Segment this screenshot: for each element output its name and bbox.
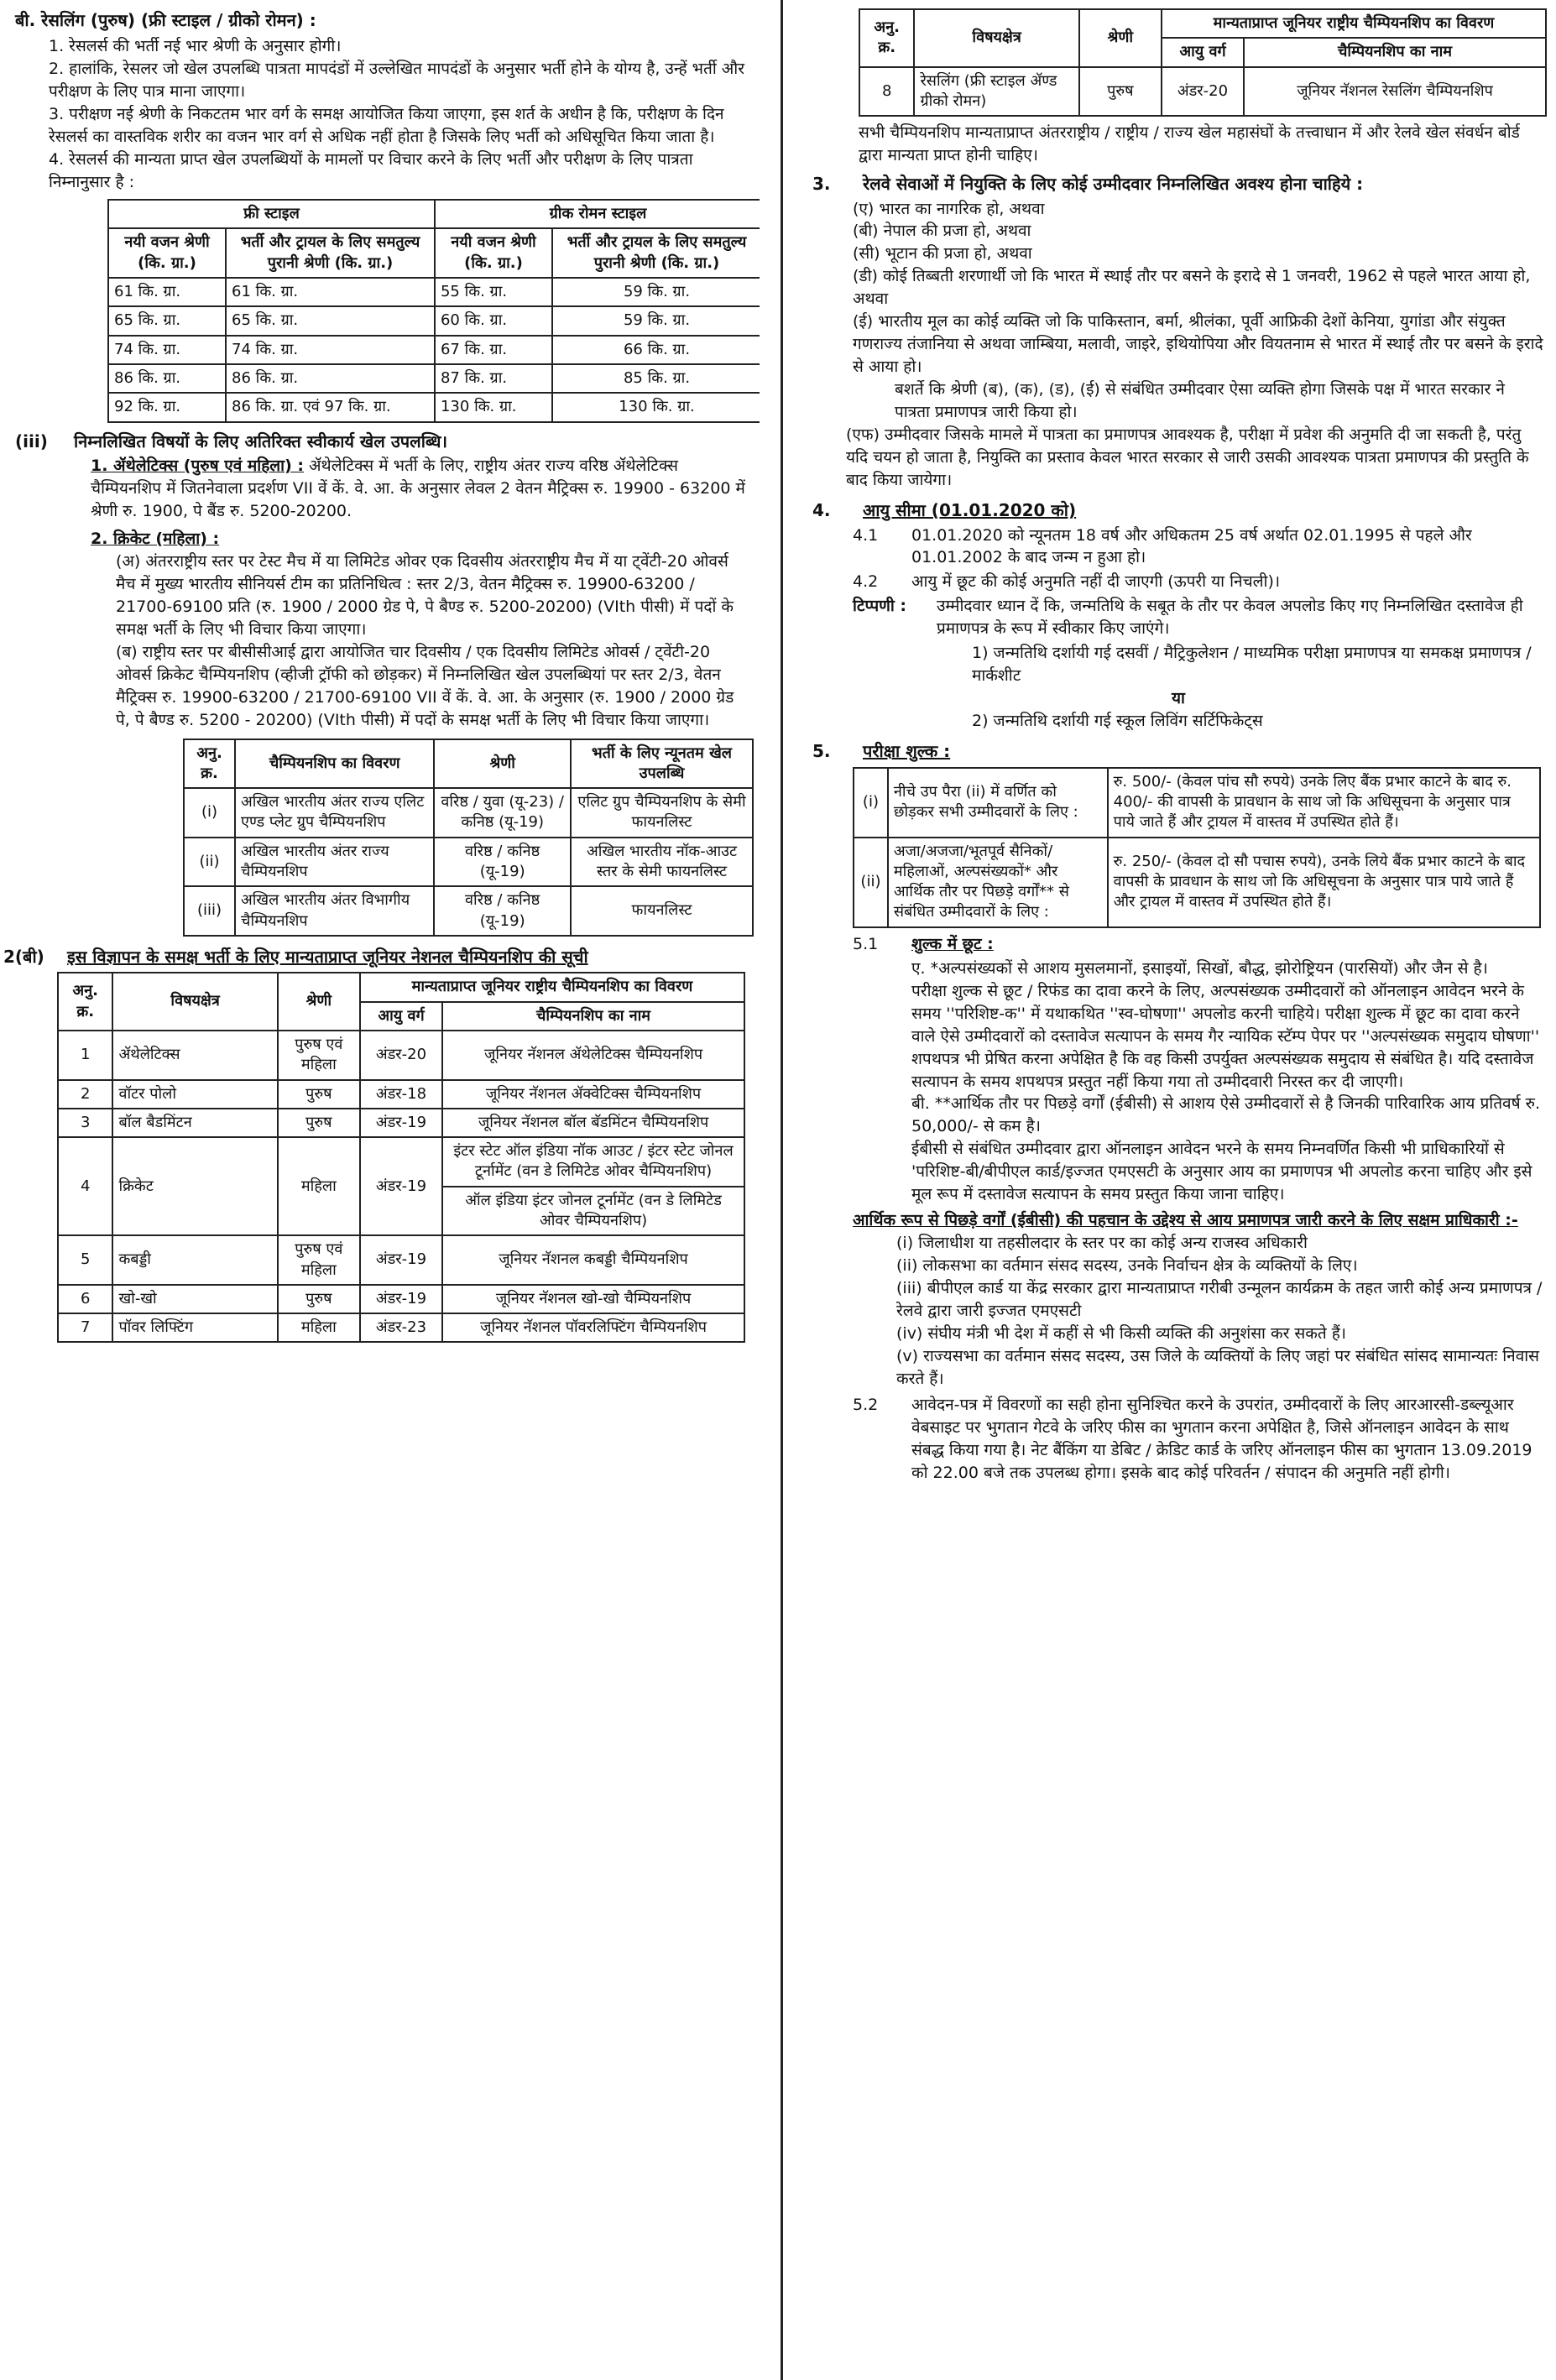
table-cell: रु. 500/- (केवल पांच सौ रुपये) उनके लिए बैंक प्रभार काटने के बाद रु. 400/- की वापसी के प्रावधान के साथ जो कि अधिसूचना के अनुसार पात्र पाये जाते हैं और ट्रायल में वास्तव में उपस्थित होते हैं। (1108, 768, 1540, 838)
table-cell: 130 कि. ग्रा. (435, 393, 552, 421)
table-row (58, 1080, 744, 1109)
table-cell: (iii) (184, 886, 235, 936)
table-cell: नीचे उप पैरा (ii) में वर्णित को छोड़कर सभी उम्मीदवारों के लिए : (888, 768, 1108, 838)
item-number: 4.2 (853, 572, 879, 592)
table-cell: अखिल भारतीय अंतर राज्य चैम्पियनशिप (235, 838, 434, 887)
section-heading: परीक्षा शुल्क : (863, 741, 951, 762)
note-item: 2) जन्मतिथि दर्शायी गई स्कूल लिविंग सर्टिफिकेट्स (972, 712, 1263, 731)
table-cell: अखिल भारतीय अंतर विभागीय चैम्पियनशिप (235, 886, 434, 936)
table-cell: 60 कि. ग्रा. (435, 306, 552, 335)
table-cell: अखिल भारतीय नॉक-आउट स्तर के सेमी फायनलिस्ट (571, 838, 753, 887)
table-header: चैम्पियनशिप का नाम (442, 1002, 744, 1031)
table-row (108, 336, 760, 364)
table-cell: 59 कि. ग्रा. (552, 278, 760, 306)
table-cell: 87 कि. ग्रा. (435, 364, 552, 393)
column-divider (781, 0, 783, 2380)
table-header: अनु. क्र. (58, 973, 112, 1031)
list-item: (ii) लोकसभा का वर्तमान संसद सदस्य, उनके निर्वाचन क्षेत्र के व्यक्तियों के लिए। (896, 1256, 1358, 1276)
note-text: उम्मीदवार ध्यान दें कि, जन्मतिथि के सबूत के तौर पर केवल अपलोड किए गए निम्नलिखित दस्तावेज ही प्रमाणपत्र के रूप में स्वीकार किए जाएंगे। (937, 597, 1523, 639)
right-column (806, 0, 1556, 2380)
table-cell: जूनियर नॅशनल रेसलिंग चैम्पियनशिप (1244, 67, 1546, 117)
list-item: (सी) भूटान की प्रजा हो, अथवा (853, 244, 1032, 264)
table-row (58, 1285, 744, 1313)
table-row (854, 838, 1540, 927)
table-cell: अंडर-20 (1162, 67, 1244, 117)
table-cell: पॉवर लिफ्टिंग (112, 1313, 277, 1342)
section-5-2 (812, 1394, 1544, 1485)
table-cell: पुरुष एवं महिला (278, 1235, 360, 1285)
table-cell: (i) (854, 768, 888, 838)
cricket-table (183, 739, 754, 937)
section-number: (iii) (15, 431, 48, 451)
age-limit-4-2 (812, 571, 1544, 593)
table-cell: 1 (58, 1031, 112, 1080)
table-cell: 74 कि. ग्रा. (108, 336, 226, 364)
section-4 (812, 498, 1544, 522)
table-cell: 55 कि. ग्रा. (435, 278, 552, 306)
note-block (812, 595, 1544, 640)
table-cell: वॉटर पोलो (112, 1080, 277, 1109)
table-cell: अंडर-19 (360, 1285, 442, 1313)
table-cell: जूनियर नॅशनल ॲक्वेटिक्स चैम्पियनशिप (442, 1080, 744, 1109)
table-cell: 61 कि. ग्रा. (108, 278, 226, 306)
item-text: आवेदन-पत्र में विवरणों का सही होना सुनिश्चित करने के उपरांत, उम्मीदवारों के लिए आरआरसी-डब्ल्यूआर वेबसाइट पर भुगतान गेटवे के जरिए फीस का भुगतान करना अपेक्षित है, जिसे ऑनलाइन आवेदन के साथ संबद्ध किया गया है। नेट बैंकिंग या डेबिट / क्रेडिट कार्ड के जरिए ऑनलाइन फीस का भुगतान 13.09.2019 को 22.00 बजे तक उपलब्ध होगा। इसके बाद कोई परिवर्तन / संपादन की अनुमति नहीं होगी। (911, 1396, 1533, 1482)
athletics-text: ॲथेलेटिक्स में भर्ती के लिए, राष्ट्रीय अंतर राज्य वरिष्ठ ॲथेलेटिक्स चैम्पियनशिप में जितनेवाला प्रदर्शण VII वें कें. वे. आ. के अनुसार लेवल 2 वेतन मैट्रिक्स रु. 19900 - 63200 में श्रेणी रु. 1900, पे बैंड रु. 5200-20200. (91, 456, 745, 520)
ebc-heading: आर्थिक रूप से पिछड़े वर्गों (ईबीसी) की पहचान के उद्देश्य से आय प्रमाणपत्र जारी करने के लिए सक्षम प्राधिकारी :- (853, 1211, 1518, 1230)
cricket-clause-b: (ब) राष्ट्रीय स्तर पर बीसीसीआई द्वारा आयोजित चार दिवसीय / एक दिवसीय लिमिटेड ओवर्स / ट्वेंटी-20 ओवर्स क्रिकेट चैम्पियनशिप (व्हीजी ट्रॉफी को छोड़कर) में निम्नलिखित खेल उपलब्धियां पर स्तर 2/3, वेतन मैट्रिक्स रु. 19900-63200 / 21700-69100 VII वें कें. वे. आ. के अनुसार (रु. 1900 / 2000 ग्रेड पे, पे बैण्ड रु. 5200 - 20200) (VIth पीसी) में पदों के समक्ष भर्ती के लिए भी विचार किया जाएगा। (116, 642, 734, 729)
table-row (58, 1313, 744, 1342)
table-cell: जूनियर नॅशनल ॲथेलेटिक्स चैम्पियनशिप (442, 1031, 744, 1080)
table-cell: जूनियर नॅशनल खो-खो चैम्पियनशिप (442, 1285, 744, 1313)
freestyle-header: फ्री स्टाइल (108, 200, 435, 228)
table-cell: पुरुष (1079, 67, 1162, 117)
ebc-authority-list (812, 1232, 1544, 1391)
wrestling-heading: बी. रेसलिंग (पुरुष) (फ्री स्टाइल / ग्रीको रोमन) : (15, 10, 316, 30)
table-cell: ॲथेलेटिक्स (112, 1031, 277, 1080)
section-number: 5. (812, 741, 831, 762)
table-cell: 86 कि. ग्रा. (226, 364, 435, 393)
table-header: नयी वजन श्रेणी (कि. ग्रा.) (435, 228, 552, 278)
exemption-para: परीक्षा शुल्क से छूट / रिफंड का दावा करने के लिए, अल्पसंख्यक उम्मीदवारों को ऑनलाइन आवेदन भरने के समय ''परिशिष्ट-क'' में यथाकथित ''स्व-घोषणा'' अपलोड करनी चाहिये। परीक्षा शुल्क में छूट का दावा करने वाले ऐसे उम्मीदवारों को दस्तावेज सत्यापन के समय गैर न्यायिक स्टॅम्प पेपर पर ''अल्पसंख्यक समुदाय घोषणा'' शपथपत्र भी प्रेषित करना अपेक्षित है कि वह किसी उपर्युक्त अल्पसंख्यक समुदाय से संबंधित है। यदि दस्तावेज सत्यापन के समय शपथपत्र प्रस्तुत नहीं किया गया तो उम्मीदवारी निरस्त कर दी जाएगी। (911, 981, 1540, 1091)
table-cell: जूनियर नॅशनल कबड्डी चैम्पियनशिप (442, 1235, 744, 1285)
table-cell: 86 कि. ग्रा. (108, 364, 226, 393)
table-cell: वरिष्ठ / युवा (यू-23) / कनिष्ठ (यू-19) (434, 788, 571, 838)
table-cell: 5 (58, 1235, 112, 1285)
table-header: श्रेणी (434, 739, 571, 789)
table-row (108, 364, 760, 393)
table-header: नयी वजन श्रेणी (कि. ग्रा.) (108, 228, 226, 278)
section-3 (812, 172, 1544, 196)
greco-roman-header: ग्रीक रोमन स्टाइल (435, 200, 760, 228)
table-cell: पुरुष (278, 1109, 360, 1137)
table-cell: खो-खो (112, 1285, 277, 1313)
table-cell: एलिट ग्रुप चैम्पियनशिप के सेमी फायनलिस्ट (571, 788, 753, 838)
table-cell: महिला (278, 1137, 360, 1235)
list-item: (बी) नेपाल की प्रजा हो, अथवा (853, 222, 1031, 241)
table-cell: महिला (278, 1313, 360, 1342)
table-cell: अंडर-19 (360, 1235, 442, 1285)
wrestling-point: 4. रेसलर्स की मान्यता प्राप्त खेल उपलब्धियों के मामलों पर विचार करने के लिए भर्ती और परीक्षण के लिए पात्रता निम्नानुसार है : (49, 150, 693, 192)
table-cell: अंडर-20 (360, 1031, 442, 1080)
junior-championship-table-continued (859, 8, 1547, 117)
table-cell: अंडर-23 (360, 1313, 442, 1342)
exemption-para: बी. **आर्थिक तौर पर पिछड़े वर्गों (ईबीसी) से आशय ऐसे उम्मीदवारों से है जिनकी पारिवारिक आय प्रतिवर्ष रु. 50,000/- से कम है। (911, 1094, 1541, 1136)
wrestling-point: 1. रेसलर्स की भर्ती नई भार श्रेणी के अनुसार होगी। (49, 37, 342, 56)
table-cell: कबड्डी (112, 1235, 277, 1285)
table-cell: 74 कि. ग्रा. (226, 336, 435, 364)
section-5-1 (812, 933, 1544, 956)
section-5 (812, 739, 1544, 763)
table-cell: पुरुष (278, 1080, 360, 1109)
list-item: बशर्ते कि श्रेणी (ब), (क), (ड), (ई) से संबंधित उम्मीदवार ऐसा व्यक्ति होगा जिसके पक्ष में भारत सरकार ने पात्रता प्रमाणपत्र जारी किया हो। (895, 380, 1505, 422)
section-heading: निम्नलिखित विषयों के लिए अतिरिक्त स्वीकार्य खेल उपलब्धि। (74, 431, 448, 451)
table-cell: 66 कि. ग्रा. (552, 336, 760, 364)
table-cell: 85 कि. ग्रा. (552, 364, 760, 393)
table-row (108, 393, 760, 421)
table-cell: इंटर स्टेट ऑल इंडिया नॉक आउट / इंटर स्टेट जोनल टूर्नामेंट (वन डे लिमिटेड ओवर चैम्पियनशिप) (442, 1137, 744, 1187)
table-header: श्रेणी (1079, 9, 1162, 67)
eligibility-list (812, 198, 1544, 493)
table-cell: (ii) (854, 838, 888, 927)
exemption-para: ईबीसी से संबंधित उम्मीदवार द्वारा ऑनलाइन आवेदन भरने के समय निम्नवर्णित किसी भी प्राधिकारियों से 'परिशिष्ट-बी/बीपीएल कार्ड/इज्जत एमएसटी के अनुसार आय का प्रमाणपत्र भी अपलोड करना चाहिए और इसे मूल रूप में दस्तावेज सत्यापन के समय प्रस्तुत किया जाना चाहिए। (911, 1140, 1533, 1204)
wrestling-point: 2. हालांकि, रेसलर जो खेल उपलब्धि पात्रता मापदंडों में उल्लेखित मापदंडों के अनुसार भर्ती होने के योग्य है, उन्हें भर्ती और परीक्षण के लिए पात्र माना जाएगा। (49, 60, 744, 102)
table-cell: 59 कि. ग्रा. (552, 306, 760, 335)
table-cell: पुरुष एवं महिला (278, 1031, 360, 1080)
section-number: 4. (812, 500, 831, 521)
table-header: चैम्पियनशिप का नाम (1244, 38, 1546, 66)
note-or: या (1172, 689, 1185, 708)
section-number: 2(बी) (3, 946, 44, 967)
table-header: विषयक्षेत्र (112, 973, 277, 1031)
section-2b (3, 945, 748, 968)
table-header: अनु. क्र. (184, 739, 235, 789)
cricket-block (15, 528, 748, 732)
table-cell: वरिष्ठ / कनिष्ठ (यू-19) (434, 838, 571, 887)
table-row (58, 1031, 744, 1080)
list-item: (ए) भारत का नागरिक हो, अथवा (853, 199, 1045, 218)
list-item: (एफ) उम्मीदवार जिसके मामले में पात्रता का प्रमाणपत्र आवश्यक है, परीक्षा में प्रवेश की अनुमति दी जा सकती है, परंतु यदि चयन हो जाता है, नियुक्ति का प्रस्ताव केवल भारत सरकार से जारी उसकी आवश्यक पात्रता प्रमाणपत्र की प्रस्तुति के बाद किया जायेगा। (846, 425, 1529, 490)
fee-table (853, 767, 1541, 928)
table-cell: 65 कि. ग्रा. (108, 306, 226, 335)
table-cell: 3 (58, 1109, 112, 1137)
table-header: भर्ती और ट्रायल के लिए समतुल्य पुरानी श्रेणी (कि. ग्रा.) (226, 228, 435, 278)
cricket-title: 2. क्रिकेट (महिला) : (91, 529, 220, 548)
table-header: अनु. क्र. (859, 9, 914, 67)
table-cell: जूनियर नॅशनल बॉल बॅडमिंटन चैम्पियनशिप (442, 1109, 744, 1137)
left-column (0, 0, 760, 2380)
table-row (184, 838, 753, 887)
table-cell: अंडर-18 (360, 1080, 442, 1109)
item-number: 5.1 (853, 934, 879, 953)
table-cell: क्रिकेट (112, 1137, 277, 1235)
section-number: 3. (812, 174, 831, 195)
section-iii (15, 430, 748, 453)
table-cell: फायनलिस्ट (571, 886, 753, 936)
exemption-para: ए. *अल्पसंख्यकों से आशय मुसलमानों, इसाइयों, सिखों, बौद्ध, झोरोष्ट्रियन (पारसियों) और जैन से है। (911, 958, 1488, 978)
table-row (184, 788, 753, 838)
table-cell: पुरुष (278, 1285, 360, 1313)
table-row (854, 768, 1540, 838)
table-cell: 2 (58, 1080, 112, 1109)
list-item: (iii) बीपीएल कार्ड या केंद्र सरकार द्वारा मान्यताप्राप्त गरीबी उन्मूलन कार्यक्रम के तहत जारी कोई अन्य प्रमाणपत्र / रेलवे द्वारा जारी इज्जत एमएसटी (896, 1279, 1543, 1321)
table-header: श्रेणी (278, 973, 360, 1031)
table-cell: अंडर-19 (360, 1109, 442, 1137)
age-limit-4-1 (812, 525, 1544, 570)
table-row (58, 1109, 744, 1137)
table-row (859, 67, 1546, 117)
table-header: आयु वर्ग (360, 1002, 442, 1031)
list-item: (डी) कोई तिब्बती शरणार्थी जो कि भारत में स्थाई तौर पर बसने के इरादे से 1 जनवरी, 1962 से पहले भारत आया हो, अथवा (853, 267, 1531, 309)
table-cell: रु. 250/- (केवल दो सौ पचास रुपये), उनके लिये बैंक प्रभार काटने के बाद वापसी के प्रावधान के साथ जो कि अधिसूचना के अनुसार पात्र पाये जाते हैं और ट्रायल में वास्तव में उपस्थित होते हैं। (1108, 838, 1540, 927)
table-cell: 92 कि. ग्रा. (108, 393, 226, 421)
wrestling-points (15, 35, 748, 194)
note-item: 1) जन्मतिथि दर्शायी गई दसवीं / मैट्रिकुलेशन / माध्यमिक परीक्षा प्रमाणपत्र या समकक्ष प्रमाणपत्र / मार्कशीट (972, 644, 1532, 686)
table-header: आयु वर्ग (1162, 38, 1244, 66)
table-row (184, 886, 753, 936)
table-cell: रेसलिंग (फ्री स्टाइल ॲण्ड ग्रीको रोमन) (914, 67, 1078, 117)
item-number: 4.1 (853, 525, 879, 545)
table-header: मान्यताप्राप्त जूनियर राष्ट्रीय चैम्पियनशिप का विवरण (1162, 9, 1546, 38)
section-heading: आयु सीमा (01.01.2020 को) (863, 500, 1077, 521)
table-header: विषयक्षेत्र (914, 9, 1078, 67)
item-text: आयु में छूट की कोई अनुमति नहीं दी जाएगी (ऊपरी या निचली)। (911, 572, 1281, 592)
athletics-block (15, 455, 748, 523)
list-item: (ई) भारतीय मूल का कोई व्यक्ति जो कि पाकिस्तान, बर्मा, श्रीलंका, पूर्वी आफ्रिकी देशों केनिया, युगांडा और संयुक्त गणराज्य तंजानिया से अथवा जाम्बिया, मलावी, जाइरे, इथियोपिया और वियतनाम से भारत में स्थाई तौर पर बसने के इरादे से आया हो। (853, 312, 1543, 377)
list-item: (iv) संघीय मंत्री भी देश में कहीं से भी किसी व्यक्ति की अनुशंसा कर सकते हैं। (896, 1324, 1347, 1344)
section-heading: रेलवे सेवाओं में नियुक्ति के लिए कोई उम्मीदवार निम्नलिखित अवश्य होना चाहिये : (863, 174, 1364, 195)
fee-exemption-block (812, 958, 1544, 1207)
wrestling-point: 3. परीक्षण नई श्रेणी के निकटतम भार वर्ग के समक्ष आयोजित किया जाएगा, इस शर्त के अधीन है कि, परीक्षण के दिन रेसलर्स का वास्तविक शरीर का वजन भार वर्ग से अधिक नहीं होता है जिसके लिए भर्ती को अधिसूचित किया जाता है। (49, 105, 724, 147)
table-header: मान्यताप्राप्त जूनियर राष्ट्रीय चैम्पियनशिप का विवरण (360, 973, 744, 1001)
section-heading: इस विज्ञापन के समक्ष भर्ती के लिए मान्यताप्राप्त जूनियर नेशनल चैम्पियनशिप की सूची (67, 946, 588, 967)
list-item: (v) राज्यसभा का वर्तमान संसद सदस्य, उस जिले के व्यक्तियों के लिए जहां पर संबंधित सांसद सामान्यतः निवास करते हैं। (896, 1347, 1540, 1389)
table-cell: 61 कि. ग्रा. (226, 278, 435, 306)
table-header: भर्ती के लिए न्यूनतम खेल उपलब्धि (571, 739, 753, 789)
cricket-clause-a: (अ) अंतरराष्ट्रीय स्तर पर टेस्ट मैच में या लिमिटेड ओवर एक दिवसीय अंतरराष्ट्रीय मैच में या ट्वेंटी-20 ओवर्स मैच में मुख्य भारतीय सीनियर्स टीम का प्रतिनिधित्व : स्तर 2/3, वेतन मैट्रिक्स रु. 19900-63200 / 21700-69100 प्रति (रु. 1900 / 2000 ग्रेड पे, पे बैण्ड रु. 5200-20200) (VIth पीसी) में पदों के समक्ष भर्ती के लिए भी विचार किया जाएगा। (116, 551, 734, 639)
table-row (58, 1235, 744, 1285)
table-cell: अंडर-19 (360, 1137, 442, 1235)
table-cell: वरिष्ठ / कनिष्ठ (यू-19) (434, 886, 571, 936)
table-cell: 130 कि. ग्रा. (552, 393, 760, 421)
table-cell: 65 कि. ग्रा. (226, 306, 435, 335)
note-label: टिप्पणी : (853, 597, 907, 616)
item-heading: शुल्क में छूट : (911, 934, 994, 953)
table-cell: (i) (184, 788, 235, 838)
table-cell: 86 कि. ग्रा. एवं 97 कि. ग्रा. (226, 393, 435, 421)
table-row (108, 278, 760, 306)
table-header: चैम्पियनशिप का विवरण (235, 739, 434, 789)
list-item: (i) जिलाधीश या तहसीलदार के स्तर पर का कोई अन्य राजस्व अधिकारी (896, 1234, 1308, 1253)
table-cell: 8 (859, 67, 914, 117)
table-row (108, 306, 760, 335)
table-row (58, 1137, 744, 1187)
table-cell: ऑल इंडिया इंटर जोनल टूर्नामेंट (वन डे लिमिटेड ओवर चैम्पियनशिप) (442, 1187, 744, 1236)
item-number: 5.2 (853, 1396, 879, 1415)
table-cell: अजा/अजजा/भूतपूर्व सैनिकों/ महिलाओं, अल्पसंख्यकों* और आर्थिक तौर पर पिछड़े वर्गों** से संबंधित उम्मीदवारों के लिए : (888, 838, 1108, 927)
table-cell: 4 (58, 1137, 112, 1235)
item-text: 01.01.2020 को न्यूनतम 18 वर्ष और अधिकतम 25 वर्ष अर्थात 02.01.1995 से पहले और 01.01.2002 के बाद जन्म न हुआ हो। (911, 525, 1472, 567)
junior-championship-table (57, 972, 745, 1343)
table-cell: 6 (58, 1285, 112, 1313)
table-cell: (ii) (184, 838, 235, 887)
championship-note: सभी चैम्पियनशिप मान्यताप्राप्त अंतरराष्ट्रीय / राष्ट्रीय / राज्य खेल महासंघों के तत्त्वाधान में और रेलवे खेल संवर्धन बोर्ड द्वारा मान्यता प्राप्त होनी चाहिए। (859, 123, 1520, 165)
table-cell: 67 कि. ग्रा. (435, 336, 552, 364)
table-cell: बॉल बैडमिंटन (112, 1109, 277, 1137)
table-cell: 7 (58, 1313, 112, 1342)
athletics-title: 1. ॲथेलेटिक्स (पुरुष एवं महिला) : (91, 456, 304, 475)
table-header: भर्ती और ट्रायल के लिए समतुल्य पुरानी श्रेणी (कि. ग्रा.) (552, 228, 760, 278)
table-cell: जूनियर नॅशनल पॉवरलिफ्टिंग चैम्पियनशिप (442, 1313, 744, 1342)
table-cell: अखिल भारतीय अंतर राज्य एलिट एण्ड प्लेट ग्रुप चैम्पियनशिप (235, 788, 434, 838)
wrestling-table (107, 199, 760, 422)
